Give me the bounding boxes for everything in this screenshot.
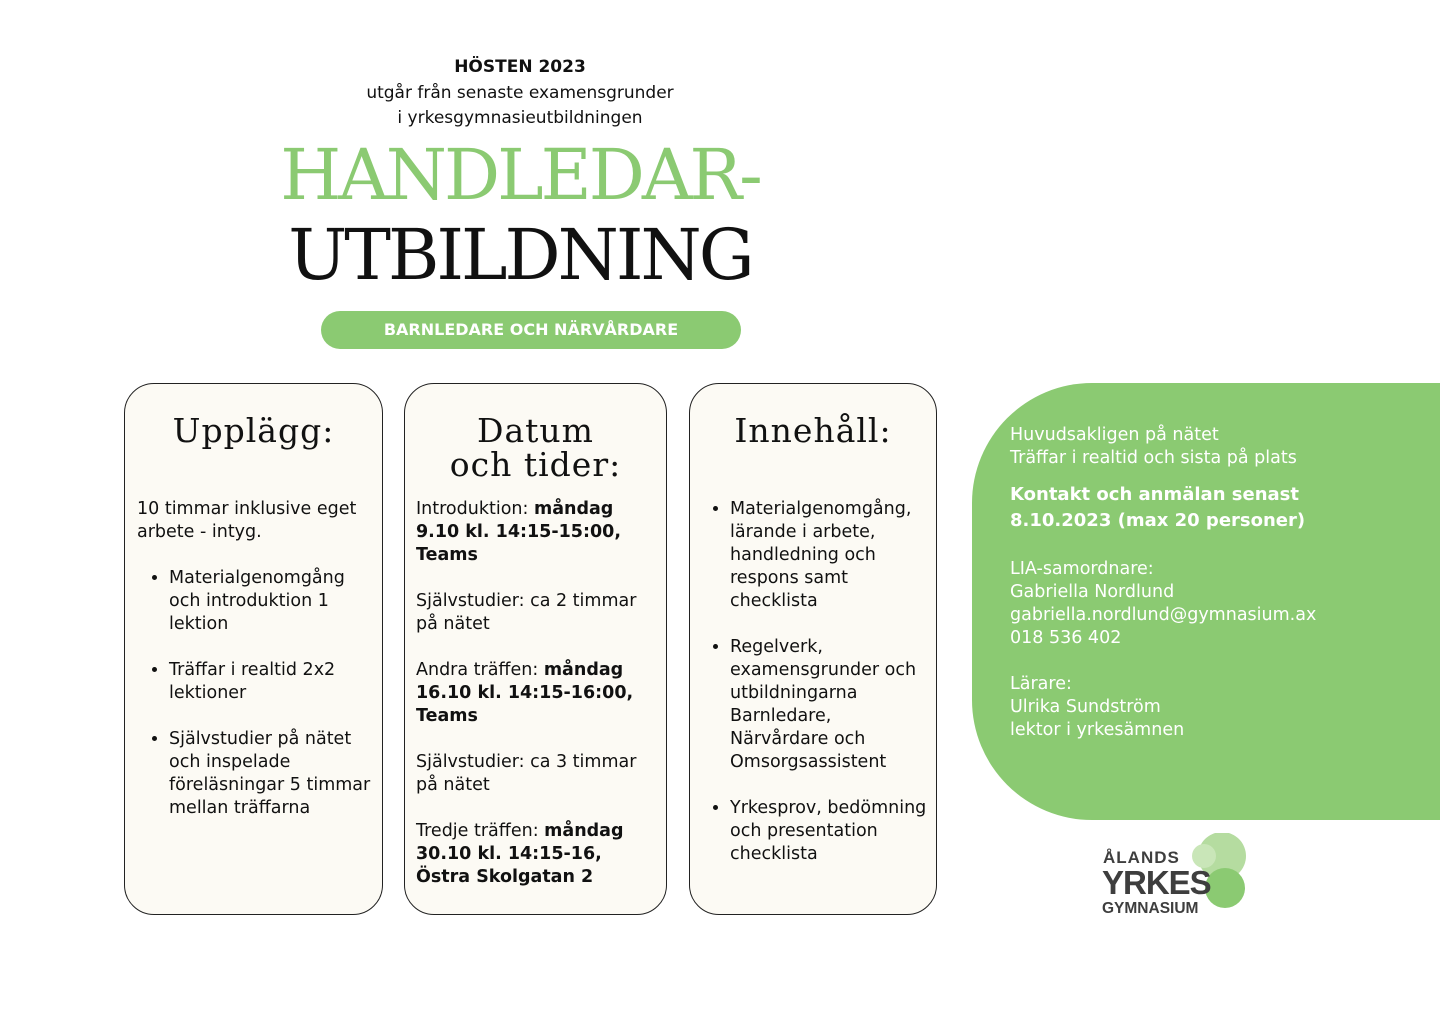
- datum-entry-time: måndag 16.10 kl. 14:15-16:00, Teams: [416, 660, 634, 726]
- datum-entry-label: Självstudier: ca 3 timmar på nätet: [416, 752, 637, 795]
- datum-entry-label: Tredje träffen:: [416, 821, 545, 841]
- list-item: • Träffar i realtid 2x2 lektioner: [169, 659, 377, 705]
- coordinator-name: Gabriella Nordlund: [1010, 582, 1175, 602]
- card-upplagg: [124, 383, 383, 915]
- info-line-2: Träffar i realtid och sista på plats: [1010, 448, 1297, 468]
- datum-entry-label: Självstudier: ca 2 timmar på nätet: [416, 591, 637, 634]
- title-line-1: HANDLEDAR-: [280, 134, 760, 216]
- datum-entry-time: måndag 30.10 kl. 14:15-16, Östra Skolgatan 2: [416, 821, 624, 887]
- card-datum-heading-line2: och tider:: [449, 445, 622, 484]
- card-datum-heading: [405, 411, 666, 484]
- card-upplagg-heading: Upplägg:: [172, 411, 335, 450]
- logo-word-2: YRKES: [1102, 864, 1211, 901]
- card-innehall-body: [698, 498, 930, 889]
- card-datum: [404, 383, 667, 915]
- datum-entry: [416, 751, 661, 797]
- card-upplagg-body: [137, 498, 377, 843]
- datum-entry-label: Introduktion:: [416, 499, 534, 519]
- card-datum-heading-line1: Datum: [477, 411, 594, 450]
- logo-word-3: GYMNASIUM: [1102, 900, 1199, 917]
- subtitle-line-1: utgår från senaste examensgrunder: [366, 83, 674, 103]
- info-panel: [1010, 424, 1430, 742]
- datum-entry-time: måndag 9.10 kl. 14:15-15:00, Teams: [416, 499, 621, 565]
- coordinator-email[interactable]: gabriella.nordlund@gymnasium.ax: [1010, 605, 1317, 625]
- contact-deadline: Kontakt och anmälan senast 8.10.2023 (max 20 personer): [1010, 484, 1306, 531]
- list-item: • Självstudier på nätet och inspelade föreläsningar 5 timmar mellan träffarna: [169, 728, 377, 820]
- card-datum-body: [416, 498, 661, 912]
- list-item: • Yrkesprov, bedömning och presentation checklista: [730, 797, 930, 866]
- upplagg-intro: [137, 498, 377, 544]
- datum-entry: [416, 498, 661, 567]
- teacher-title: Lärare:: [1010, 674, 1072, 694]
- coordinator-title: LIA-samordnare:: [1010, 559, 1154, 579]
- program-pill: BARNLEDARE OCH NÄRVÅRDARE: [321, 311, 741, 349]
- upplagg-list: [137, 567, 377, 820]
- datum-entry: [416, 590, 661, 636]
- list-item: • Materialgenomgång, lärande i arbete, handledning och respons samt checklista: [730, 498, 930, 613]
- datum-entry-label: Andra träffen:: [416, 660, 544, 680]
- datum-entry: [416, 659, 661, 728]
- logo-word-1: ÅLANDS: [1103, 848, 1180, 867]
- innehall-list: [698, 498, 930, 866]
- subtitle-line-2: i yrkesgymnasieutbildningen: [397, 108, 643, 128]
- card-innehall-heading: Innehåll:: [734, 411, 892, 450]
- card-innehall: [689, 383, 937, 915]
- coordinator-phone: 018 536 402: [1010, 628, 1122, 648]
- datum-entry: [416, 820, 661, 889]
- title-line-2: UTBILDNING: [288, 214, 752, 296]
- season-label: HÖSTEN 2023: [454, 57, 586, 77]
- upplagg-intro-line1: 10 timmar inklusive eget: [137, 499, 357, 519]
- info-line-1: Huvudsakligen på nätet: [1010, 425, 1219, 445]
- list-item: • Regelverk, examensgrunder och utbildningarna Barnledare, Närvårdare och Omsorgsassistent: [730, 636, 930, 774]
- school-logo: [1100, 833, 1250, 918]
- teacher-name: Ulrika Sundström: [1010, 697, 1161, 717]
- teacher-role: lektor i yrkesämnen: [1010, 720, 1185, 740]
- upplagg-intro-line2: arbete - intyg.: [137, 522, 262, 542]
- list-item: • Materialgenomgång och introduktion 1 lektion: [169, 567, 377, 636]
